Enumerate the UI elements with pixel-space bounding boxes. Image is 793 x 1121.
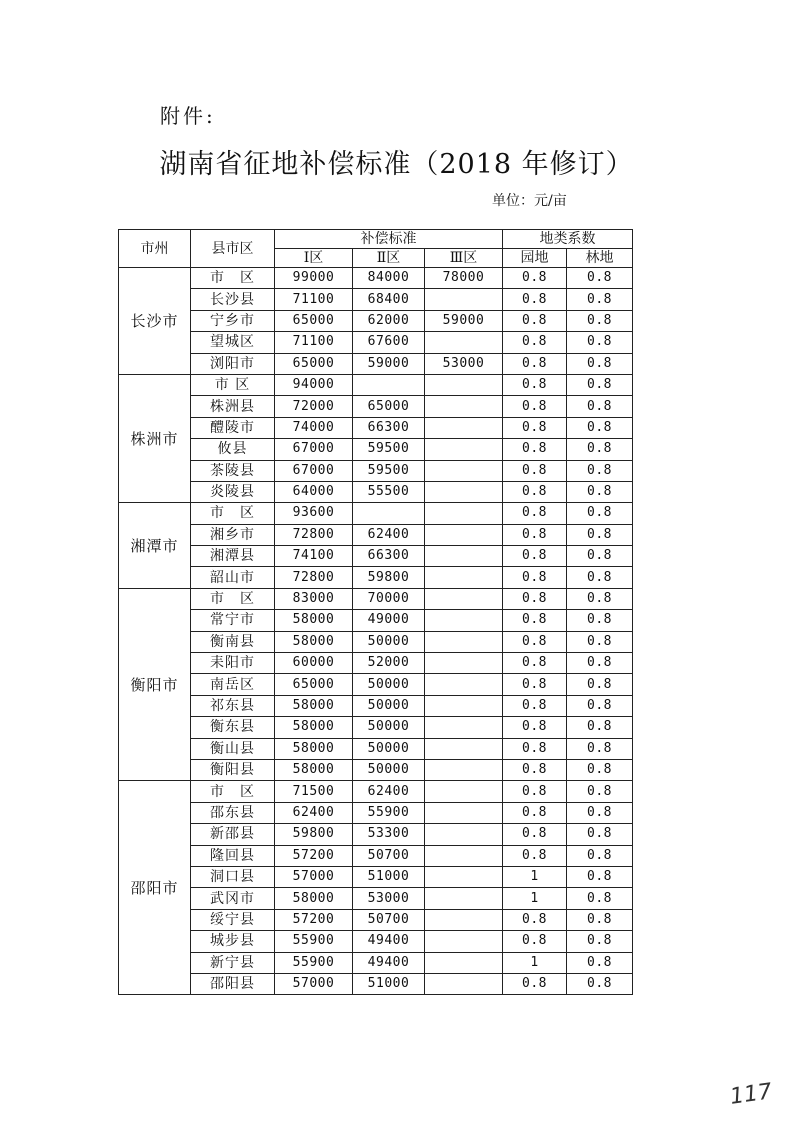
forest-coef: 0.8 — [567, 952, 633, 973]
county-cell: 南岳区 — [191, 674, 275, 695]
zone2-value: 59500 — [353, 439, 425, 460]
zone1-value: 67000 — [275, 460, 353, 481]
table-row — [119, 931, 633, 952]
zone2-value: 62400 — [353, 524, 425, 545]
table-row — [119, 460, 633, 481]
forest-coef: 0.8 — [567, 909, 633, 930]
zone2-value: 50000 — [353, 695, 425, 716]
zone2-value: 55900 — [353, 802, 425, 823]
zone1-value: 58000 — [275, 738, 353, 759]
zone3-value — [425, 931, 503, 952]
table-row — [119, 417, 633, 438]
garden-coef: 0.8 — [503, 417, 567, 438]
garden-coef: 0.8 — [503, 610, 567, 631]
zone3-value: 59000 — [425, 310, 503, 331]
county-cell: 株洲县 — [191, 396, 275, 417]
garden-coef: 0.8 — [503, 268, 567, 289]
table-row — [119, 802, 633, 823]
table-row — [119, 481, 633, 502]
attachment-label: 附件: — [160, 104, 216, 128]
county-cell: 长沙县 — [191, 289, 275, 310]
county-cell: 邵阳县 — [191, 973, 275, 994]
zone2-value: 50000 — [353, 631, 425, 652]
zone1-value: 71500 — [275, 781, 353, 802]
garden-coef: 0.8 — [503, 653, 567, 674]
garden-coef: 0.8 — [503, 717, 567, 738]
zone1-value: 65000 — [275, 674, 353, 695]
zone2-value: 59000 — [353, 353, 425, 374]
table-row — [119, 439, 633, 460]
zone1-value: 58000 — [275, 759, 353, 780]
forest-coef: 0.8 — [567, 268, 633, 289]
zone3-value — [425, 888, 503, 909]
zone2-value: 65000 — [353, 396, 425, 417]
table-row — [119, 374, 633, 395]
garden-coef: 0.8 — [503, 546, 567, 567]
county-cell: 浏阳市 — [191, 353, 275, 374]
county-cell: 攸县 — [191, 439, 275, 460]
garden-coef: 0.8 — [503, 802, 567, 823]
zone3-value: 53000 — [425, 353, 503, 374]
forest-coef: 0.8 — [567, 674, 633, 695]
zone2-value: 66300 — [353, 417, 425, 438]
zone2-value: 50000 — [353, 738, 425, 759]
zone3-value — [425, 952, 503, 973]
county-cell: 宁乡市 — [191, 310, 275, 331]
zone2-value: 50000 — [353, 759, 425, 780]
zone3-value — [425, 866, 503, 887]
forest-coef: 0.8 — [567, 374, 633, 395]
table-row — [119, 332, 633, 353]
garden-coef: 0.8 — [503, 824, 567, 845]
zone1-value: 58000 — [275, 695, 353, 716]
zone2-value: 50000 — [353, 674, 425, 695]
zone2-value: 50000 — [353, 717, 425, 738]
garden-coef: 0.8 — [503, 759, 567, 780]
compensation-table — [118, 229, 633, 995]
forest-coef: 0.8 — [567, 460, 633, 481]
zone1-value: 71100 — [275, 289, 353, 310]
table-row — [119, 289, 633, 310]
zone2-value: 59800 — [353, 567, 425, 588]
zone2-value: 66300 — [353, 546, 425, 567]
forest-coef: 0.8 — [567, 802, 633, 823]
garden-coef: 1 — [503, 952, 567, 973]
header-zone2: Ⅱ区 — [353, 249, 425, 268]
zone1-value: 57000 — [275, 866, 353, 887]
zone3-value — [425, 503, 503, 524]
forest-coef: 0.8 — [567, 717, 633, 738]
forest-coef: 0.8 — [567, 310, 633, 331]
table-row — [119, 738, 633, 759]
table-body — [119, 268, 633, 995]
zone3-value: 78000 — [425, 268, 503, 289]
zone3-value — [425, 631, 503, 652]
zone2-value: 50700 — [353, 909, 425, 930]
zone1-value: 74000 — [275, 417, 353, 438]
header-county: 县市区 — [191, 230, 275, 268]
table-row — [119, 866, 633, 887]
city-cell: 长沙市 — [119, 268, 191, 375]
zone3-value — [425, 374, 503, 395]
county-cell: 望城区 — [191, 332, 275, 353]
zone1-value: 83000 — [275, 588, 353, 609]
header-coef-group: 地类系数 — [503, 230, 633, 249]
county-cell: 城步县 — [191, 931, 275, 952]
zone2-value — [353, 374, 425, 395]
county-cell: 市 区 — [191, 781, 275, 802]
zone3-value — [425, 460, 503, 481]
zone2-value — [353, 503, 425, 524]
zone3-value — [425, 417, 503, 438]
header-zone3: Ⅲ区 — [425, 249, 503, 268]
zone1-value: 57200 — [275, 845, 353, 866]
table-row — [119, 310, 633, 331]
table-row — [119, 588, 633, 609]
zone3-value — [425, 610, 503, 631]
zone2-value: 67600 — [353, 332, 425, 353]
forest-coef: 0.8 — [567, 524, 633, 545]
garden-coef: 1 — [503, 866, 567, 887]
garden-coef: 0.8 — [503, 310, 567, 331]
county-cell: 邵东县 — [191, 802, 275, 823]
garden-coef: 0.8 — [503, 353, 567, 374]
county-cell: 市 区 — [191, 503, 275, 524]
garden-coef: 0.8 — [503, 524, 567, 545]
garden-coef: 0.8 — [503, 588, 567, 609]
forest-coef: 0.8 — [567, 631, 633, 652]
zone1-value: 62400 — [275, 802, 353, 823]
zone1-value: 57200 — [275, 909, 353, 930]
header-standard-group: 补偿标准 — [275, 230, 503, 249]
garden-coef: 0.8 — [503, 439, 567, 460]
table-row — [119, 524, 633, 545]
zone3-value — [425, 738, 503, 759]
county-cell: 新邵县 — [191, 824, 275, 845]
county-cell: 炎陵县 — [191, 481, 275, 502]
zone3-value — [425, 824, 503, 845]
garden-coef: 0.8 — [503, 973, 567, 994]
zone3-value — [425, 332, 503, 353]
header-zone1: Ⅰ区 — [275, 249, 353, 268]
table-row — [119, 888, 633, 909]
zone1-value: 59800 — [275, 824, 353, 845]
page-number-handwritten: 117 — [728, 1079, 774, 1110]
zone1-value: 57000 — [275, 973, 353, 994]
zone2-value: 49400 — [353, 931, 425, 952]
zone3-value — [425, 845, 503, 866]
county-cell: 湘潭县 — [191, 546, 275, 567]
forest-coef: 0.8 — [567, 353, 633, 374]
forest-coef: 0.8 — [567, 759, 633, 780]
zone2-value: 49000 — [353, 610, 425, 631]
table-row — [119, 631, 633, 652]
city-cell: 湘潭市 — [119, 503, 191, 589]
zone1-value: 64000 — [275, 481, 353, 502]
table-row — [119, 952, 633, 973]
zone3-value — [425, 802, 503, 823]
zone1-value: 58000 — [275, 717, 353, 738]
header-garden: 园地 — [503, 249, 567, 268]
zone3-value — [425, 781, 503, 802]
table-row — [119, 824, 633, 845]
county-cell: 市 区 — [191, 374, 275, 395]
zone1-value: 65000 — [275, 353, 353, 374]
garden-coef: 0.8 — [503, 460, 567, 481]
zone2-value: 52000 — [353, 653, 425, 674]
county-cell: 醴陵市 — [191, 417, 275, 438]
forest-coef: 0.8 — [567, 781, 633, 802]
zone1-value: 72800 — [275, 567, 353, 588]
forest-coef: 0.8 — [567, 610, 633, 631]
forest-coef: 0.8 — [567, 332, 633, 353]
table-row — [119, 610, 633, 631]
zone2-value: 51000 — [353, 866, 425, 887]
forest-coef: 0.8 — [567, 481, 633, 502]
table-row — [119, 546, 633, 567]
zone2-value: 62400 — [353, 781, 425, 802]
forest-coef: 0.8 — [567, 396, 633, 417]
forest-coef: 0.8 — [567, 653, 633, 674]
zone2-value: 59500 — [353, 460, 425, 481]
table-header — [119, 230, 633, 268]
garden-coef: 0.8 — [503, 631, 567, 652]
zone3-value — [425, 973, 503, 994]
unit-label: 单位：元/亩 — [492, 193, 567, 209]
county-cell: 绥宁县 — [191, 909, 275, 930]
forest-coef: 0.8 — [567, 888, 633, 909]
table-row — [119, 759, 633, 780]
county-cell: 洞口县 — [191, 866, 275, 887]
forest-coef: 0.8 — [567, 588, 633, 609]
county-cell: 湘乡市 — [191, 524, 275, 545]
garden-coef: 0.8 — [503, 481, 567, 502]
forest-coef: 0.8 — [567, 567, 633, 588]
table-row — [119, 973, 633, 994]
zone3-value — [425, 695, 503, 716]
zone1-value: 72800 — [275, 524, 353, 545]
forest-coef: 0.8 — [567, 546, 633, 567]
garden-coef: 0.8 — [503, 931, 567, 952]
zone2-value: 70000 — [353, 588, 425, 609]
header-forest: 林地 — [567, 249, 633, 268]
zone3-value — [425, 481, 503, 502]
garden-coef: 0.8 — [503, 567, 567, 588]
county-cell: 衡东县 — [191, 717, 275, 738]
forest-coef: 0.8 — [567, 866, 633, 887]
garden-coef: 0.8 — [503, 332, 567, 353]
zone1-value: 60000 — [275, 653, 353, 674]
garden-coef: 0.8 — [503, 781, 567, 802]
zone1-value: 65000 — [275, 310, 353, 331]
zone1-value: 71100 — [275, 332, 353, 353]
zone1-value: 94000 — [275, 374, 353, 395]
garden-coef: 1 — [503, 888, 567, 909]
zone2-value: 68400 — [353, 289, 425, 310]
zone3-value — [425, 439, 503, 460]
county-cell: 武冈市 — [191, 888, 275, 909]
garden-coef: 0.8 — [503, 738, 567, 759]
county-cell: 新宁县 — [191, 952, 275, 973]
forest-coef: 0.8 — [567, 738, 633, 759]
table-row — [119, 781, 633, 802]
zone3-value — [425, 289, 503, 310]
zone3-value — [425, 396, 503, 417]
zone1-value: 55900 — [275, 952, 353, 973]
garden-coef: 0.8 — [503, 845, 567, 866]
garden-coef: 0.8 — [503, 374, 567, 395]
forest-coef: 0.8 — [567, 503, 633, 524]
county-cell: 衡南县 — [191, 631, 275, 652]
county-cell: 衡阳县 — [191, 759, 275, 780]
zone3-value — [425, 546, 503, 567]
zone3-value — [425, 759, 503, 780]
garden-coef: 0.8 — [503, 695, 567, 716]
county-cell: 耒阳市 — [191, 653, 275, 674]
county-cell: 隆回县 — [191, 845, 275, 866]
table-row — [119, 268, 633, 289]
garden-coef: 0.8 — [503, 674, 567, 695]
table-row — [119, 717, 633, 738]
zone2-value: 53300 — [353, 824, 425, 845]
county-cell: 市 区 — [191, 588, 275, 609]
zone1-value: 74100 — [275, 546, 353, 567]
table-row — [119, 845, 633, 866]
garden-coef: 0.8 — [503, 396, 567, 417]
zone2-value: 51000 — [353, 973, 425, 994]
county-cell: 市 区 — [191, 268, 275, 289]
table-row — [119, 567, 633, 588]
forest-coef: 0.8 — [567, 695, 633, 716]
zone2-value: 62000 — [353, 310, 425, 331]
zone1-value: 93600 — [275, 503, 353, 524]
zone3-value — [425, 588, 503, 609]
zone1-value: 72000 — [275, 396, 353, 417]
garden-coef: 0.8 — [503, 503, 567, 524]
zone1-value: 58000 — [275, 888, 353, 909]
page-title: 湖南省征地补偿标准（2018 年修订） — [159, 149, 634, 180]
zone3-value — [425, 909, 503, 930]
zone3-value — [425, 717, 503, 738]
zone3-value — [425, 674, 503, 695]
forest-coef: 0.8 — [567, 439, 633, 460]
zone3-value — [425, 524, 503, 545]
forest-coef: 0.8 — [567, 417, 633, 438]
county-cell: 韶山市 — [191, 567, 275, 588]
forest-coef: 0.8 — [567, 931, 633, 952]
city-cell: 邵阳市 — [119, 781, 191, 995]
table-row — [119, 353, 633, 374]
forest-coef: 0.8 — [567, 845, 633, 866]
table-row — [119, 653, 633, 674]
county-cell: 祁东县 — [191, 695, 275, 716]
zone1-value: 67000 — [275, 439, 353, 460]
zone2-value: 49400 — [353, 952, 425, 973]
table-row — [119, 396, 633, 417]
forest-coef: 0.8 — [567, 289, 633, 310]
forest-coef: 0.8 — [567, 824, 633, 845]
table-row — [119, 503, 633, 524]
county-cell: 衡山县 — [191, 738, 275, 759]
zone1-value: 99000 — [275, 268, 353, 289]
zone3-value — [425, 567, 503, 588]
zone2-value: 53000 — [353, 888, 425, 909]
garden-coef: 0.8 — [503, 289, 567, 310]
zone2-value: 55500 — [353, 481, 425, 502]
table-row — [119, 909, 633, 930]
forest-coef: 0.8 — [567, 973, 633, 994]
garden-coef: 0.8 — [503, 909, 567, 930]
zone1-value: 58000 — [275, 610, 353, 631]
header-city: 市州 — [119, 230, 191, 268]
city-cell: 衡阳市 — [119, 588, 191, 781]
zone3-value — [425, 653, 503, 674]
table-row — [119, 695, 633, 716]
county-cell: 茶陵县 — [191, 460, 275, 481]
zone1-value: 55900 — [275, 931, 353, 952]
zone1-value: 58000 — [275, 631, 353, 652]
table-row — [119, 674, 633, 695]
city-cell: 株洲市 — [119, 374, 191, 502]
zone2-value: 84000 — [353, 268, 425, 289]
zone2-value: 50700 — [353, 845, 425, 866]
county-cell: 常宁市 — [191, 610, 275, 631]
